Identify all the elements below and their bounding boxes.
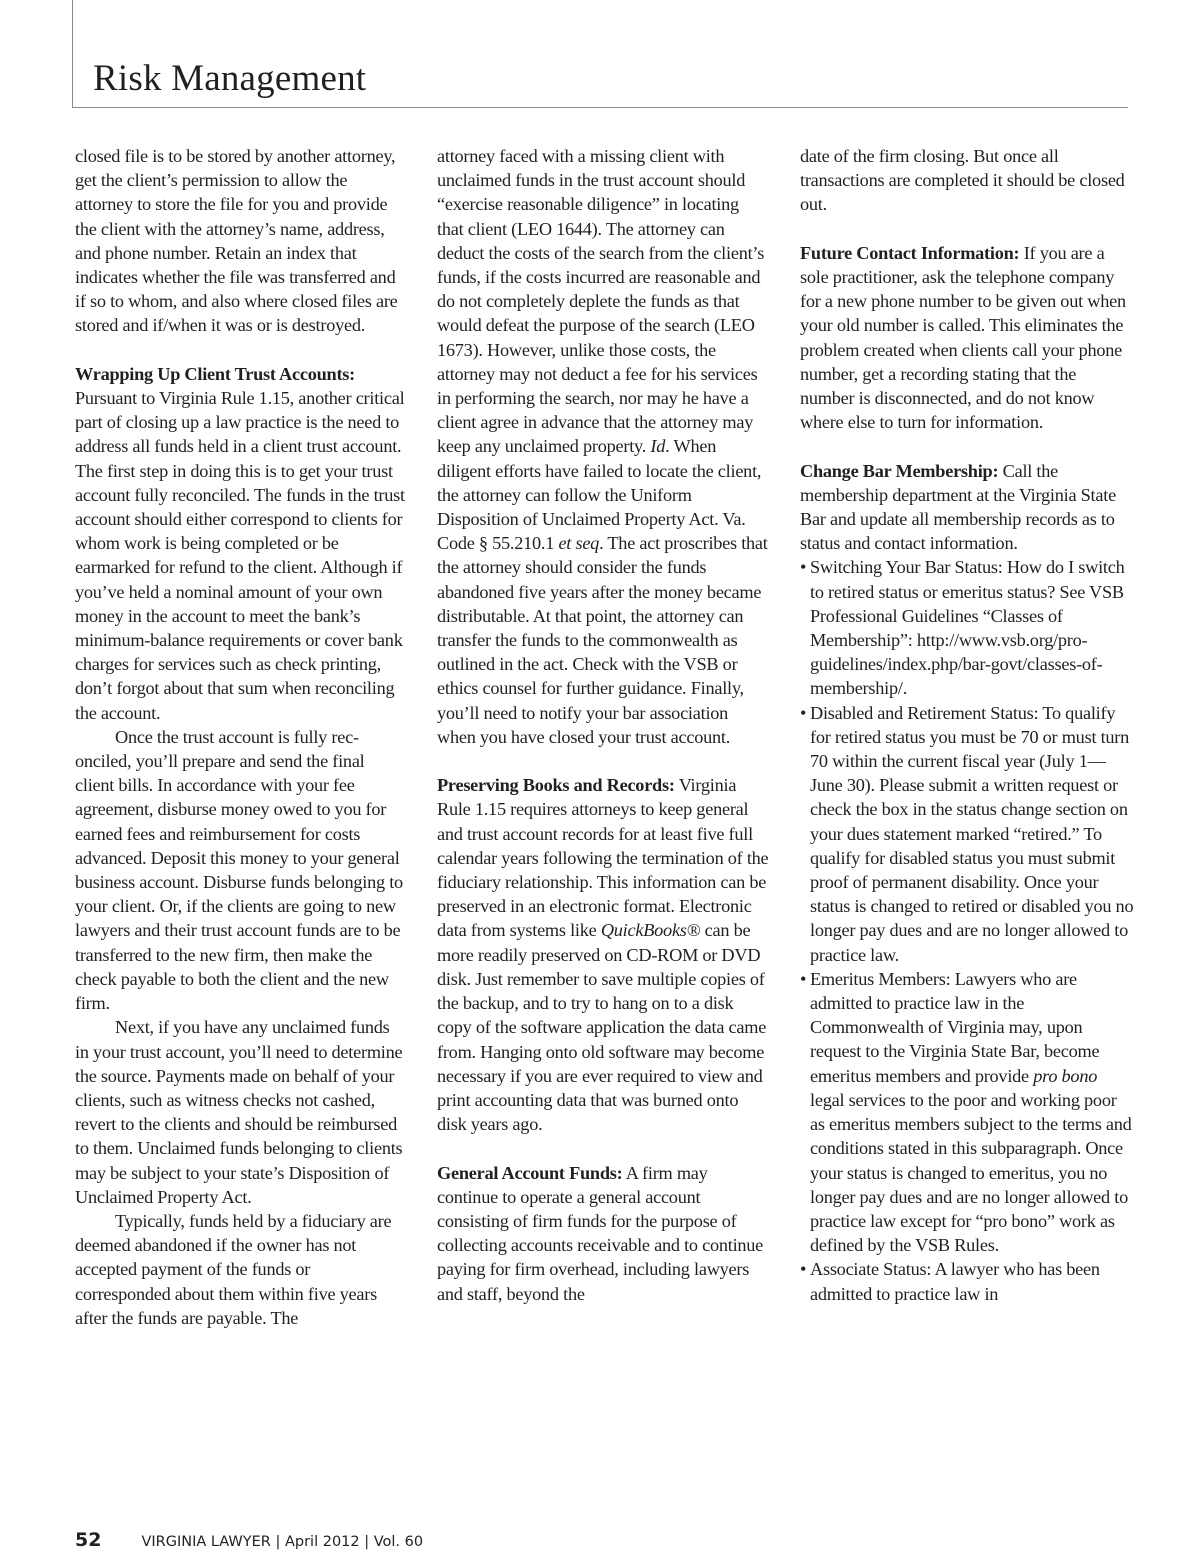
subheading: Change Bar Membership: [800,460,999,481]
subheading: Wrapping Up Client Trust Accounts: [75,363,355,384]
page-footer [75,1528,423,1554]
header-vertical-rule [72,0,73,108]
paragraph-text: Call the membership department at the Virginia State Bar and update all membership records as to status and contact information. [800,460,1116,554]
paragraph [75,362,407,725]
paragraph-text: Pursuant to Virginia Rule 1.15, another critical part of closing up a law practice is the need to address all funds held in a client trust account. The first step in doing this is to get your trust account fully reconciled. The funds in the trust account should either correspond to clients for whom work is being completed or be earmarked for refund to the client. Although if you’ve held a nominal amount of your own money in the account to meet the bank’s minimum-balance requirements or cover bank charges for services such as check printing, don’t forgot about that sum when reconciling the account. [75,388,405,723]
paragraph [437,1161,769,1306]
bullet-icon: • [800,702,807,723]
paragraph-text: A firm may continue to operate a general account consisting of firm funds for the purpose of collecting accounts receivable and to continue paying for firm overhead, including lawyers and staff, beyond the [437,1162,764,1304]
paragraph: date of the firm closing. But once all transactions are completed it should be closed out. [800,146,1125,215]
subheading: Future Contact Information: [800,242,1020,263]
footer-separator: | [275,1534,281,1550]
section-title: Risk Management [93,58,367,99]
issue-date: April 2012 [284,1534,360,1550]
italic-term: QuickBooks® [600,920,701,941]
paragraph [437,144,769,749]
paragraph-text: can be more readily preserved on CD-ROM or DVD disk. Just remember to save multiple copies of the backup, and to try to hang on to a disk copy of the software application the data came from. Hanging onto old software may become necessary if you are ever required to view and print accounting data that was burned onto disk years ago. [437,920,767,1135]
list-item [800,555,1134,700]
paragraph [437,773,769,1136]
bullet-icon: • [800,1259,807,1280]
bullet-icon: • [800,557,807,578]
italic-term: et seq [558,533,600,554]
italic-term: Id [650,436,666,457]
paragraph: Once the trust account is fully reconciled, you’ll prepare and send the final client bills. In accordance with your fee agreement, disburse money owed to you for earned fees and reimbursement for costs advanced. Deposit this money to your general business account. Disburse funds belonging to your client. Or, if the clients are going to new lawyers and their trust account funds are to be transferred to the new firm, then make the check payable to both the client and the new firm. [75,726,403,1014]
article-column-1 [75,144,407,1330]
paragraph: Typically, funds held by a fiduciary are deemed abandoned if the owner has not accepted payment of the funds or corresponded about them within five years after the funds are payable. The [75,1210,392,1328]
paragraph [800,459,1134,556]
paragraph [800,241,1134,435]
paragraph-text: Virginia Rule 1.15 requires attorneys to keep general and trust account records for at least five full calendar years following the termination of the fiduciary relationship. This information can be preserved in an electronic format. Electronic data from systems like [437,775,769,941]
publication-name: VIRGINIA LAWYER [141,1534,271,1550]
header-horizontal-rule [72,107,1128,108]
list-item-text: legal services to the poor and working poor as emeritus members subject to the terms and conditions stated in this subparagraph. Once your status is changed to emeritus, you no longer pay dues and are no longer allowed to practice law except for “pro bono” work as defined by the VSB Rules. [810,1089,1132,1256]
paragraph-text: If you are a sole practitioner, ask the telephone company for a new phone number to be given out when your old number is called. This eliminates the problem created when clients call your phone number, get a recording stating that the number is disconnected, and do not know where else to turn for information. [800,242,1126,433]
list-item-text: Switching Your Bar Status: How do I switch to retired status or emeritus status? See VSB Professional Guidelines “Classes of Membership”: http://www.vsb.org/pro-guidelines/index.php/bar-govt/classes-of-membership/. [810,557,1125,699]
bullet-list [800,555,1134,1305]
page-number: 52 [75,1529,102,1551]
list-item-text: Emeritus Members: Lawyers who are admitted to practice law in the Commonwealth of Virginia may, upon request to the Virginia State Bar, become emeritus members and provide [810,968,1100,1086]
article-column-2 [437,144,769,1306]
bullet-icon: • [800,968,807,989]
paragraph-text: attorney faced with a missing client with unclaimed funds in the trust account should “exercise reasonable diligence” in locating that client (LEO 1644). The attorney can deduct the costs of the search from the client’s funds, if the costs incurred are reasonable and do not completely deplete the funds as that would defeat the purpose of the search (LEO 1673). However, unlike those costs, the attorney may not deduct a fee for his services in performing the search, nor may he have a client agree in advance that the attorney may keep any unclaimed property. [437,146,765,457]
list-item [800,1257,1134,1305]
subheading: Preserving Books and Records: [437,775,675,796]
paragraph-text: . When diligent efforts have failed to locate the client, the attorney can follow the Uniform Disposition of Unclaimed Property Act. Va. Code § 55.210.1 [437,436,762,554]
list-item-text: Disabled and Retirement Status: To qualify for retired status you must be 70 or must turn 70 within the current fiscal year (July 1—June 30). Please submit a written request or check the box in the status change section on your dues statement marked “retired.” To qualify for disabled status you must submit proof of permanent disability. Once your status is changed to retired or disabled you no longer pay dues and are no longer allowed to practice law. [810,702,1134,965]
volume-number: Vol. 60 [373,1534,424,1550]
subheading: General Account Funds: [437,1162,623,1183]
paragraph-text: . The act proscribes that the attorney should consider the funds abandoned five years after the money became distributable. At that point, the attorney can transfer the funds to the commonwealth as outlined in the act. Check with the VSB or ethics counsel for further guidance. Finally, you’ll need to notify your bar association when you have closed your trust account. [437,533,768,747]
list-item-text: Associate Status: A lawyer who has been admitted to practice law in [810,1259,1100,1304]
list-item [800,701,1134,967]
paragraph: closed file is to be stored by another attorney, get the client’s permission to allow the attorney to store the file for you and provide the client with the attorney’s name, address, and phone number. Retain an index that indicates whether the file was transferred and if so to whom, and also where closed files are stored and if/when it was or is destroyed. [75,146,398,336]
paragraph: Next, if you have any unclaimed funds in your trust account, you’ll need to determine the source. Payments made on behalf of your clients, such as witness checks not cashed, revert to the clients and should be reimbursed to them. Unclaimed funds belonging to clients may be subject to your state’s Disposition of Unclaimed Property Act. [75,1017,403,1207]
footer-separator: | [364,1534,370,1550]
italic-term: pro bono [1033,1065,1098,1086]
article-column-3 [800,144,1134,1306]
list-item [800,967,1134,1257]
